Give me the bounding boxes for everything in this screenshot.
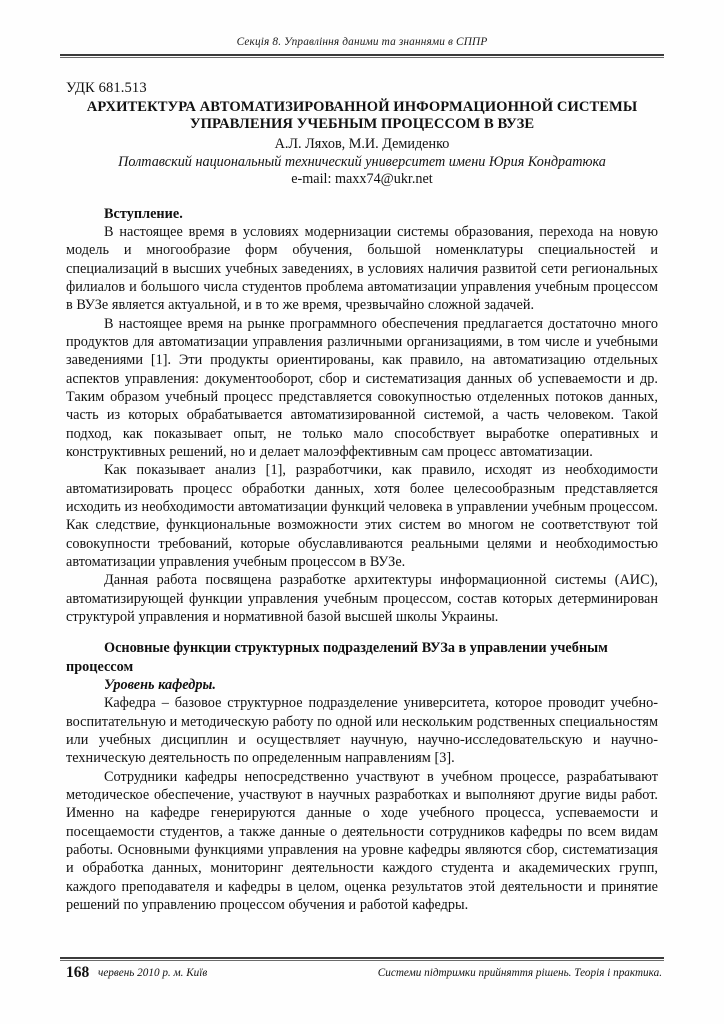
title-line-2: УПРАВЛЕНИЯ УЧЕБНЫМ ПРОЦЕССОМ В ВУЗЕ (189, 116, 535, 133)
page-title (66, 99, 658, 134)
intro-heading: Вступление. (104, 205, 183, 222)
footer-rule-thin (60, 960, 664, 961)
paragraph-4: Данная работа посвящена разработке архитектуры информационной системы (АИС), автоматизирующей функции управления учебным процессом, состав которых детерминирован структурой управления и нормативной базой высшей школы Украины. (66, 572, 658, 625)
udk-code: УДК 681.513 (66, 80, 147, 96)
journal-title: Системи підтримки прийняття рішень. Теорія і практика. (377, 967, 662, 979)
paragraph-1: В настоящее время в условиях модернизации системы образования, перехода на новую модель и многообразие форм обучения, большой номенклатуры специальностей и специализаций в высших учебных заведениях, в условиях наличия развитой сети региональных филиалов и большого числа студентов проблема автоматизации управления учебным процессом в ВУЗе является актуальной, и в то же время, чрезвычайно сложной задачей. (66, 224, 658, 314)
author-email: e-mail: maxx74@ukr.net (291, 170, 433, 187)
paragraph-6: Сотрудники кафедры непосредственно участвуют в учебном процессе, разрабатывают методическое обеспечение, участвуют в научных разработках и выполняют другие виды работ. Именно на кафедре генерируются данные о ходе учебного процесса, успеваемости и посещаемости студентов, а также данные о деятельности сотрудников кафедры по всем видам работы. Основными функциями управления на уровне кафедры являются сбор, систематизация и обработка данных, мониторинг деятельности каждого студента и академических групп, каждого преподавателя и кафедры в целом, оценка результатов этой деятельности и принятие решений по управлению процессом обучения и работой кафедры. (66, 768, 658, 913)
body-text (66, 205, 658, 914)
title-line-1: АРХИТЕКТУРА АВТОМАТИЗИРОВАННОЙ ИНФОРМАЦИОННОЙ СИСТЕМЫ (86, 99, 638, 115)
intro-heading-paragraph (66, 205, 658, 223)
header-rule-thin (60, 57, 664, 58)
paragraph-2: В настоящее время на рынке программного обеспечения предлагается достаточно много продуктов для автоматизации управления различными организациями, в том числе и учебными заведениями [1]. Эти продукты ориентированы, как правило, на автоматизацию отдельных аспектов управления: документооборот, сбор и систематизация данных об успеваемости и др. Таким образом учебный процесс представляется совокупностью отделенных потоков данных, часть из которых обрабатывается автоматизированной системой, а часть человеком. Такой подход, как показывает опыт, не только мало способствует выработке оперативных и конструктивных решений, но и делает малоэффективным сам процесс автоматизации. (66, 315, 658, 460)
page-number: 168 (66, 964, 90, 981)
issue-date: червень 2010 р. м. Київ (98, 967, 208, 979)
header-rule (60, 54, 664, 58)
running-head: Секція 8. Управління даними та знаннями в СППР (236, 36, 488, 48)
page-footer (60, 964, 664, 986)
authors: А.Л. Ляхов, М.И. Демиденко (274, 135, 450, 152)
affiliation: Полтавский национальный технический университет имени Юрия Кондратюка (118, 153, 606, 170)
footer-rule-thick (60, 957, 664, 959)
page-content (66, 80, 658, 914)
section-heading: Основные функции структурных подразделений ВУЗа в управлении учебным процессом (66, 640, 608, 675)
paragraph-5: Кафедра – базовое структурное подразделение университета, которое проводит учебно-воспитательную и методическую работу по одной или нескольким родственных специальностям или учебных дисциплин и осуществляет научную, научно-исследовательскую и научно-техническую деятельность по определенным направлениям [3]. (66, 695, 658, 767)
header-rule-thick (60, 54, 664, 56)
paragraph-3: Как показывает анализ [1], разработчики, как правило, исходят из необходимости автоматизировать процесс обработки данных, хотя более целесообразным представляется исходить из необходимости автоматизации функций человека в управлении учебным процессом. Как следствие, функциональные возможности этих систем во многом не соответствуют той совокупности требований, которые обуславливаются реальными целями и необходимостью автоматизации управления учебным процессом в ВУЗе. (66, 462, 658, 570)
footer-rule (60, 957, 664, 961)
subsection-heading: Уровень кафедры. (104, 676, 216, 693)
